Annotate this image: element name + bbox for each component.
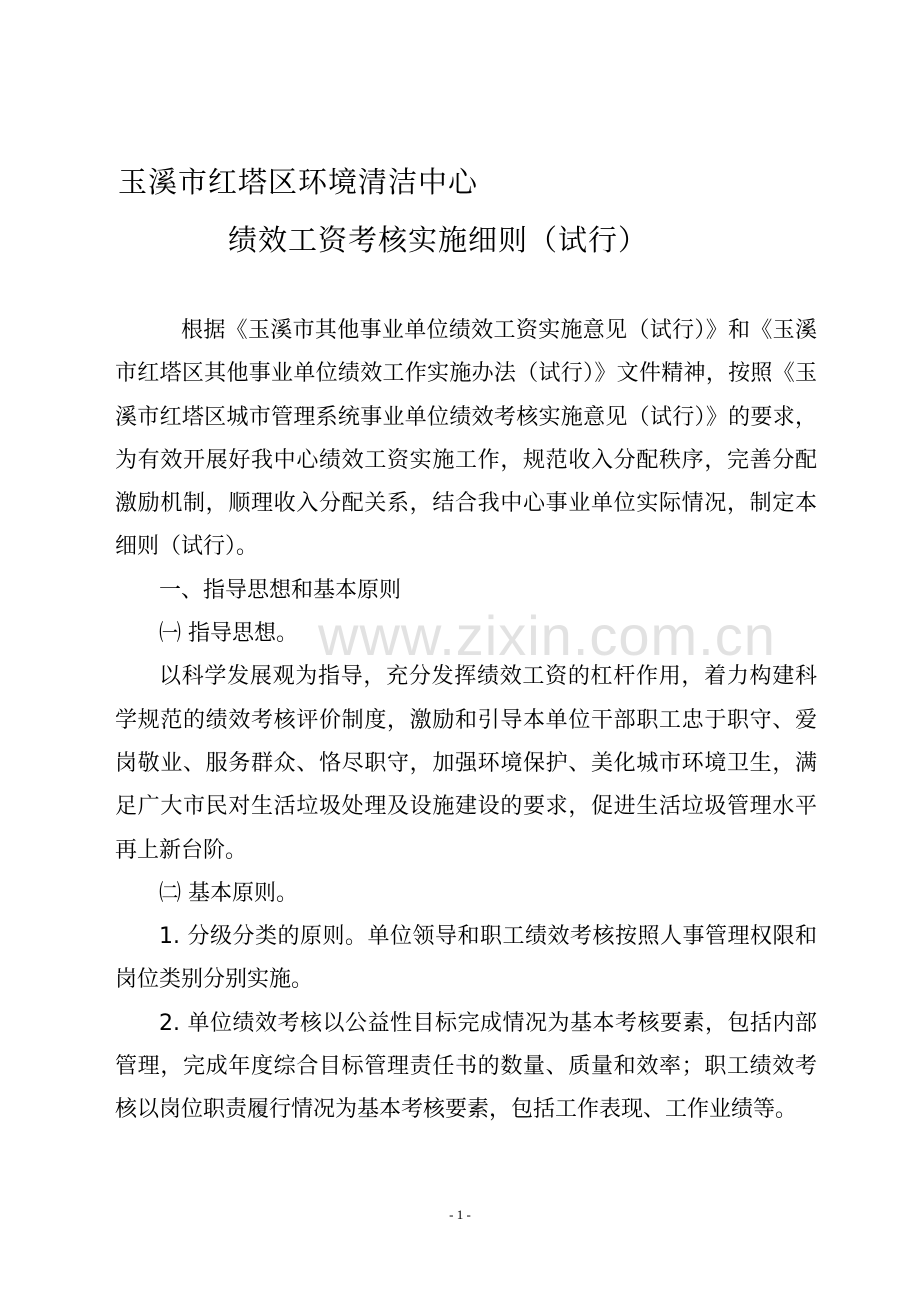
document-title-line-2: 绩效工资考核实施细则（试行） <box>228 223 649 257</box>
guiding-ideology-paragraph: 以科学发展观为指导，充分发挥绩效工资的杠杆作用，着力构建科学规范的绩效考核评价制度，激励和引导本单位干部职工忠于职守、爱岗敬业、服务群众、恪尽职守，加强环境保护、美化城市环境卫生，满足广大市民对生活垃圾处理及设施建设的要求，促进生活垃圾管理水平再上新台阶。 <box>115 664 817 863</box>
document-body <box>115 309 817 1132</box>
document-title-line-1: 玉溪市红塔区环境清洁中心 <box>118 165 479 199</box>
principle-1-paragraph: 1. 分级分类的原则。单位领导和职工绩效考核按照人事管理权限和岗位类别分别实施。 <box>115 924 817 993</box>
subsection-heading-basic-principles: ㈡ 基本原则。 <box>159 880 298 906</box>
principle-2-paragraph: 2. 单位绩效考核以公益性目标完成情况为基本考核要素，包括内部管理，完成年度综合目标管理责任书的数量、质量和效率；职工绩效考核以岗位职责履行情况为基本考核要素，包括工作表现、工作业绩等。 <box>115 1010 817 1123</box>
watermark: www.zixin.com.cn <box>318 604 776 667</box>
page-number: - 1 - <box>449 1207 471 1222</box>
section-heading-1: 一、指导思想和基本原则 <box>159 577 402 603</box>
subsection-heading-guiding-ideology: ㈠ 指导思想。 <box>159 621 298 647</box>
intro-paragraph: 根据《玉溪市其他事业单位绩效工资实施意见（试行）》和《玉溪市红塔区其他事业单位绩效工作实施办法（试行）》文件精神，按照《玉溪市红塔区城市管理系统事业单位绩效考核实施意见（试行）》的要求，为有效开展好我中心绩效工资实施工作，规范收入分配秩序，完善分配激励机制，顺理收入分配关系，结合我中心事业单位实际情况，制定本细则（试行）。 <box>115 318 817 560</box>
